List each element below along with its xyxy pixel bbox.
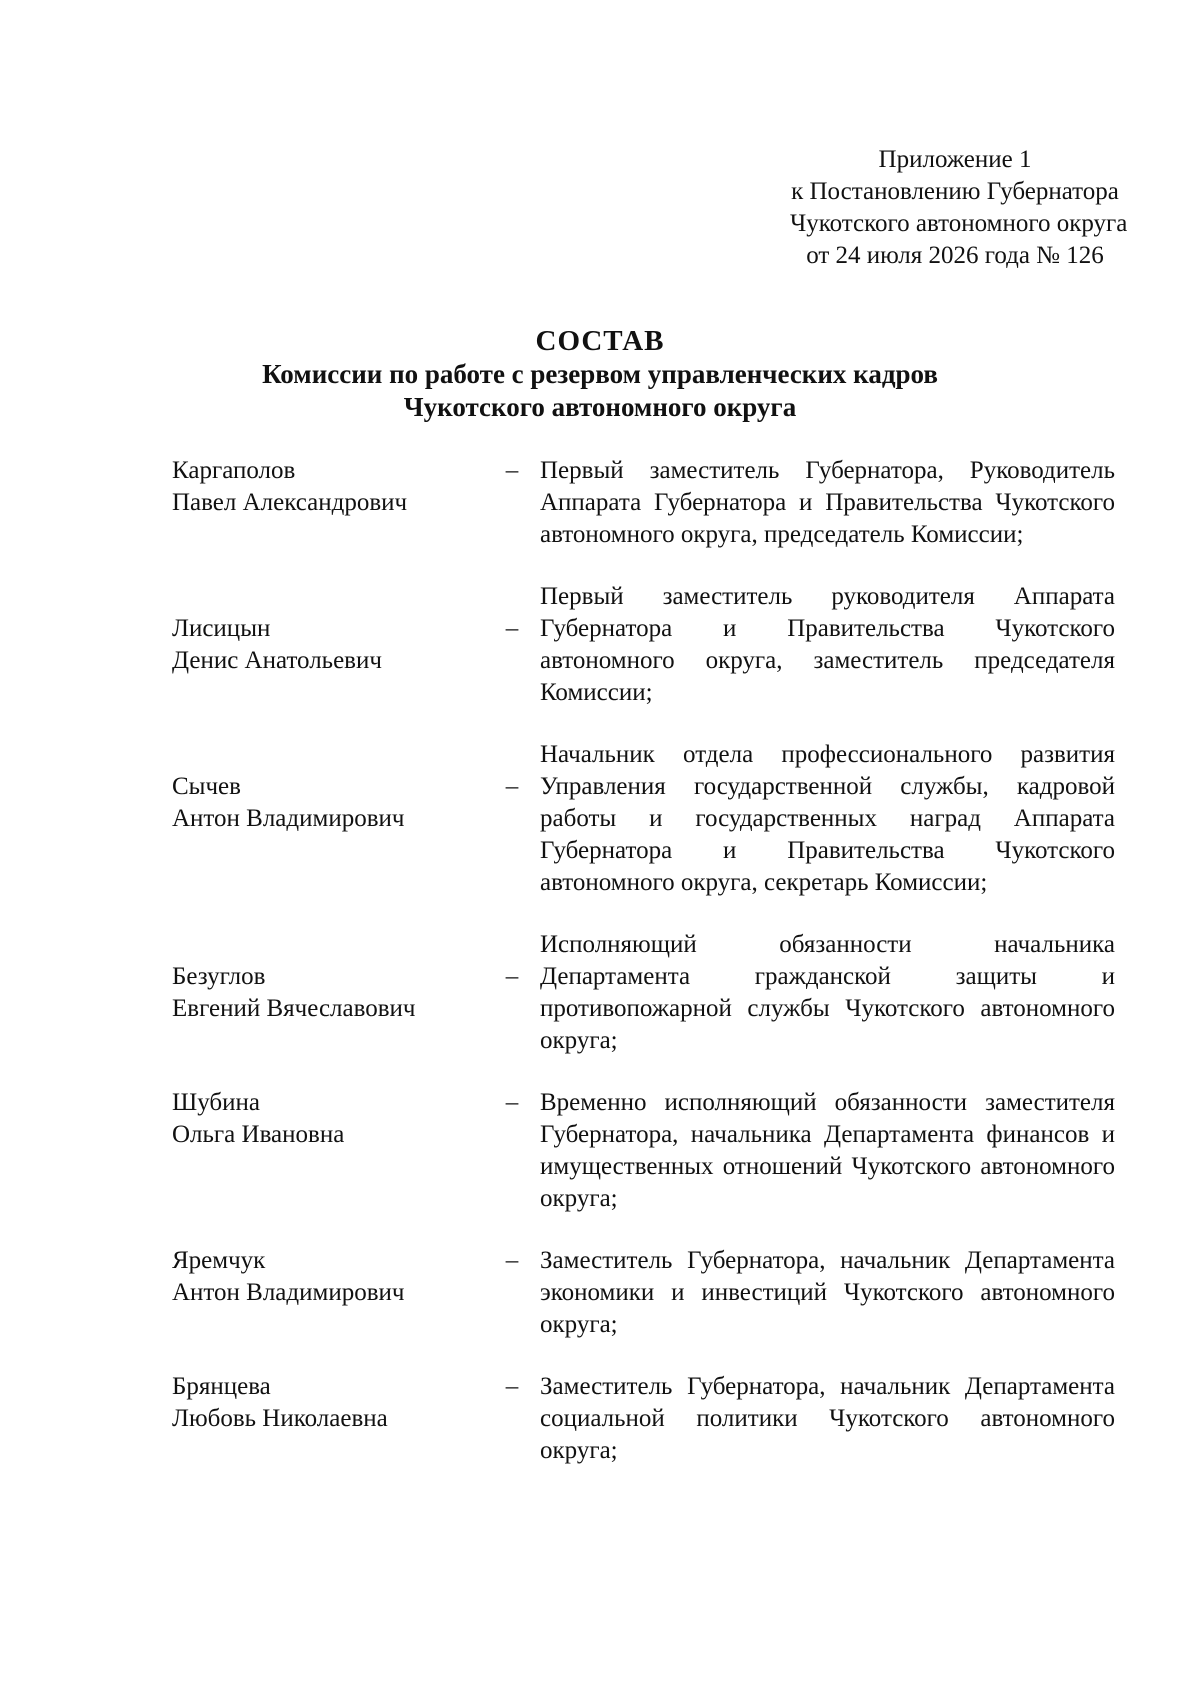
member-dash: – bbox=[505, 963, 519, 990]
member-surname: Шубина bbox=[172, 1089, 260, 1116]
members-list bbox=[0, 455, 1200, 1497]
member-dash: – bbox=[505, 457, 519, 484]
member-given-name: Ольга Ивановна bbox=[172, 1121, 345, 1148]
member-name bbox=[172, 1371, 472, 1435]
member-role: Первый заместитель руководителя Аппарата Губернатора и Правительства Чукотского автономного округа, заместитель председателя Комиссии; bbox=[540, 583, 1115, 706]
member-role: Первый заместитель Губернатора, Руководитель Аппарата Губернатора и Правительства Чукотского автономного округа, председатель Комиссии; bbox=[540, 457, 1115, 548]
member-name bbox=[172, 1245, 472, 1309]
annex-line-1: Приложение 1 bbox=[878, 146, 1032, 173]
member-name bbox=[172, 961, 472, 1025]
member-surname: Яремчук bbox=[172, 1247, 266, 1274]
member-entry bbox=[0, 1087, 1200, 1215]
annex-line-3: Чукотского автономного округа bbox=[790, 210, 1128, 237]
annex-block bbox=[790, 144, 1128, 272]
member-given-name: Евгений Вячеславович bbox=[172, 995, 416, 1022]
member-surname: Лисицын bbox=[172, 615, 271, 642]
member-dash: – bbox=[505, 773, 519, 800]
member-given-name: Антон Владимирович bbox=[172, 805, 405, 832]
member-dash: – bbox=[505, 1373, 519, 1400]
heading-line-3: Чукотского автономного округа bbox=[403, 392, 797, 422]
member-surname: Брянцева bbox=[172, 1373, 271, 1400]
member-dash: – bbox=[505, 1089, 519, 1116]
member-surname: Безуглов bbox=[172, 963, 266, 990]
member-surname: Каргаполов bbox=[172, 457, 296, 484]
member-entry bbox=[0, 581, 1200, 709]
member-entry bbox=[0, 455, 1200, 551]
member-given-name: Павел Александрович bbox=[172, 489, 408, 516]
member-entry bbox=[0, 1245, 1200, 1341]
member-role: Заместитель Губернатора, начальник Департамента экономики и инвестиций Чукотского автономного округа; bbox=[540, 1247, 1115, 1338]
member-entry bbox=[0, 1371, 1200, 1467]
member-role: Исполняющий обязанности начальника Департамента гражданской защиты и противопожарной службы Чукотского автономного округа; bbox=[540, 931, 1115, 1054]
member-role: Временно исполняющий обязанности заместителя Губернатора, начальника Департамента финансов и имущественных отношений Чукотского автономного округа; bbox=[540, 1089, 1115, 1212]
heading-line-2: Комиссии по работе с резервом управленческих кадров bbox=[262, 359, 938, 389]
annex-line-2: к Постановлению Губернатора bbox=[791, 178, 1119, 205]
member-role: Заместитель Губернатора, начальник Департамента социальной политики Чукотского автономного округа; bbox=[540, 1373, 1115, 1464]
member-entry bbox=[0, 739, 1200, 899]
document-heading bbox=[0, 325, 1200, 424]
member-surname: Сычев bbox=[172, 773, 241, 800]
member-name bbox=[172, 613, 472, 677]
member-given-name: Антон Владимирович bbox=[172, 1279, 405, 1306]
member-entry bbox=[0, 929, 1200, 1057]
member-given-name: Денис Анатольевич bbox=[172, 647, 382, 674]
member-name bbox=[172, 455, 472, 519]
member-given-name: Любовь Николаевна bbox=[172, 1405, 388, 1432]
member-dash: – bbox=[505, 615, 519, 642]
document-title: СОСТАВ bbox=[535, 325, 665, 357]
member-dash: – bbox=[505, 1247, 519, 1274]
member-name bbox=[172, 771, 472, 835]
annex-line-4: от 24 июля 2026 года № 126 bbox=[806, 242, 1104, 269]
member-name bbox=[172, 1087, 472, 1151]
member-role: Начальник отдела профессионального развития Управления государственной службы, кадровой работы и государственных наград Аппарата Губернатора и Правительства Чукотского автономного округа, секретарь Комиссии; bbox=[540, 741, 1115, 896]
